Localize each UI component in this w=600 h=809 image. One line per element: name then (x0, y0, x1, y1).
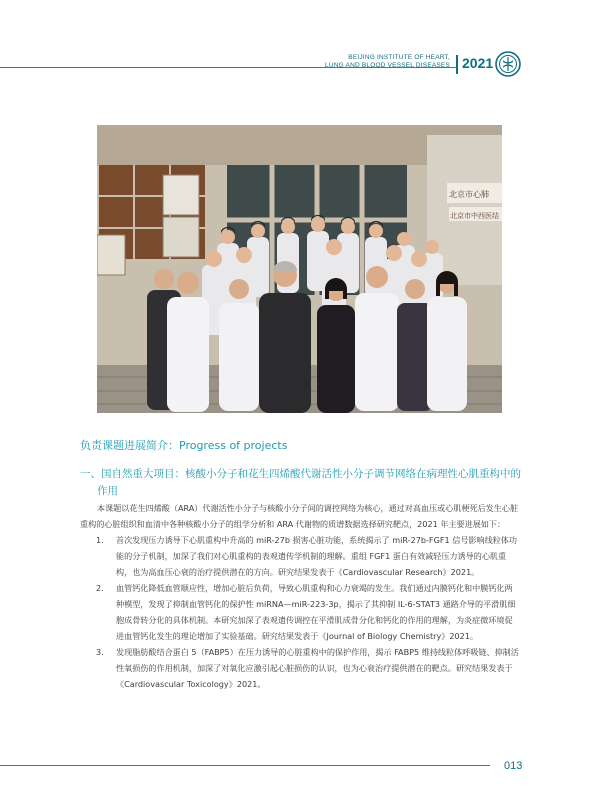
progress-item-text: 首次发现压力诱导下心肌重构中升高的 miR-27b 损害心脏功能，系统揭示了 miR-27b-FGF1 信号影响线粒体功能的分子机制，加深了我们对心肌重构的表观遗传学机制的理解。重组 FGF1 蛋白有效减轻压力诱导的心肌重构，也为高血压心衰的治疗提供潜在的方向。研究结果发表于《Cardiovascular Research》2021。 (116, 535, 517, 577)
project-body (80, 500, 520, 692)
group-photo (97, 125, 502, 413)
institute-name-line2: LUNG AND BLOOD VESSEL DISEASES (325, 62, 450, 69)
group-photo-illustration (97, 125, 502, 413)
progress-item-number: 3. (96, 647, 104, 657)
footer-rule (0, 765, 490, 766)
progress-item (80, 644, 520, 692)
page-number: 013 (504, 760, 523, 772)
photo-sign-1: 北京市心肺 (449, 190, 489, 199)
progress-item-number: 1. (96, 535, 104, 545)
institute-name-line1: BEIJING INSTITUTE OF HEART, (348, 54, 450, 61)
progress-item (80, 580, 520, 644)
section-title: 负责课题进展简介：Progress of projects (80, 439, 288, 452)
photo-sign-2: 北京市中西医结 (450, 212, 499, 220)
project-title-line1: 一、国自然重大项目：核酸小分子和花生四烯酸代谢活性小分子调节网络在病理性心肌重构中的 (80, 468, 521, 480)
header-year: 2021 (462, 55, 494, 71)
progress-item-text: 血管钙化降低血管顺应性，增加心脏后负荷，导致心肌重构和心力衰竭的发生。我们通过内膜钙化和中膜钙化两种模型，发现了抑制血管钙化的保护性 miRNA—miR-223-3p，揭示了其抑制 IL-6-STAT3 通路介导的平滑肌细胞成骨转分化的具体机制。本研究加深了表观遗传调控在平滑肌成骨分化和钙化的作用的理解，为炎症微环境促进血管钙化发生的理论增加了实验基础。研究结果发表于《Journal of Biology Chemistry》2021。 (116, 583, 516, 641)
progress-item (80, 532, 520, 580)
progress-item-text: 发现脂肪酸结合蛋白 5（FABP5）在压力诱导的心脏重构中的保护作用，揭示 FABP5 维持线粒体呼吸链、抑制活性氧损伤的作用机制，加深了对氧化应激引起心脏损伤的认识，也为心衰治疗提供潜在的靶点。研究结果发表于《Cardiovascular Toxicology》2021。 (116, 647, 519, 689)
institute-emblem-icon (495, 51, 521, 77)
progress-item-number: 2. (96, 583, 104, 593)
project-title-line2: 作用 (97, 485, 118, 497)
header-divider (456, 55, 458, 74)
project-intro: 本课题以花生四烯酸（ARA）代谢活性小分子与核酸小分子间的调控网络为核心，通过对高血压或心肌梗死后发生心脏重构的心脏组织和血清中各种核酸小分子的组学分析和 ARA 代谢物的质谱数据选择研究靶点，2021 年主要进展如下： (80, 503, 519, 529)
institute-name (325, 54, 450, 70)
